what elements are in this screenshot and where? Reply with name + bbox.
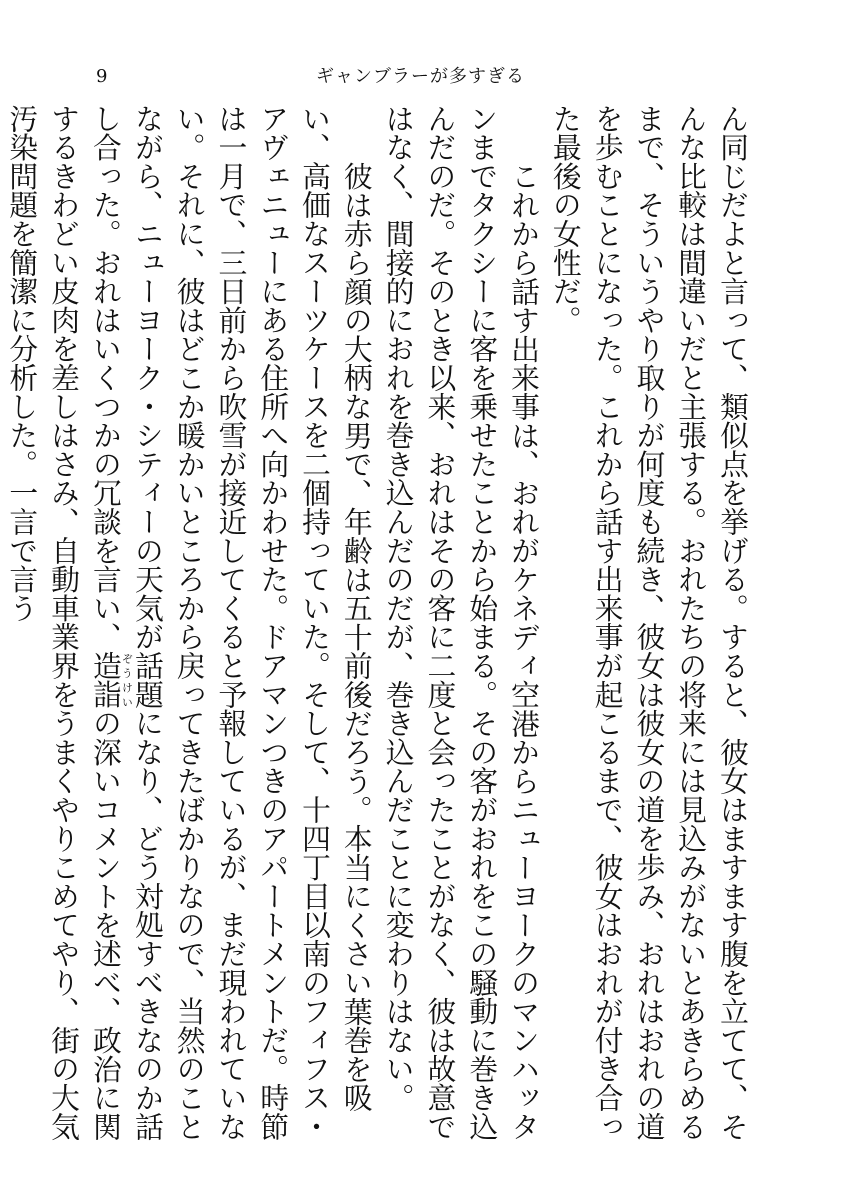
running-title: ギャンブラーが多すぎる xyxy=(316,66,525,87)
paragraph-continued: ん同じだよと言って、類似点を挙げる。すると、彼女はますます腹を立てて、そんな比較は間違いだと主張する。おれたちの将来には見込みがないとあきらめるまで、そういうやり取りが何度も続き、彼女は彼女の道を歩み、おれはおれの道を歩むことになった。これから話す出来事が起こるまで、彼女はおれが付き合った最後の女性だ。 xyxy=(548,104,750,1141)
paragraph: これから話す出来事は、おれがケネディ空港からニューヨークのマンハッタンまでタクシーに客を乗せたことから始まる。その客がおれをこの騒動に巻き込んだのだ。そのとき以来、おれはその客に二度と会ったことがなく、彼は故意ではなく、間接的におれを巻き込んだのだが、巻き込んだことに変わりはない。 xyxy=(381,104,542,1141)
ruby-annotation xyxy=(88,651,134,709)
vertical-text-block xyxy=(5,104,753,1144)
ruby-reading: ぞうけい xyxy=(120,651,134,709)
page-number: 9 xyxy=(96,66,108,87)
paragraph-text: の深いコメントを述べ、政治に関するきわどい皮肉を差しはさみ、自動車業界をうまくやりこめてやり、街の大気汚染問題を簡潔に分析した。一言で言う xyxy=(5,104,123,1141)
paragraph-text: 彼は赤ら顔の大柄な男で、年齢は五十前後だろう。本当にくさい葉巻を吸い、高価なスーツケースを二個持っていた。そして、十四丁目以南のフィフス・アヴェニューにある住所へ向かわせた。ドアマンつきのアパートメントだ。時節は一月で、三日前から吹雪が接近してくると予報しているが、まだ現われていない。それに、彼はどこか暖かいところから戻ってきたばかりなので、当然のことながら、ニューヨーク・シティーの天気が話題になり、どう対処すべきなのか話し合った。おれはいくつかの冗談を言い、 xyxy=(88,104,374,1141)
paragraph-with-ruby xyxy=(0,104,376,1144)
page-header xyxy=(0,62,841,92)
ruby-base: 造詣 xyxy=(88,651,123,709)
